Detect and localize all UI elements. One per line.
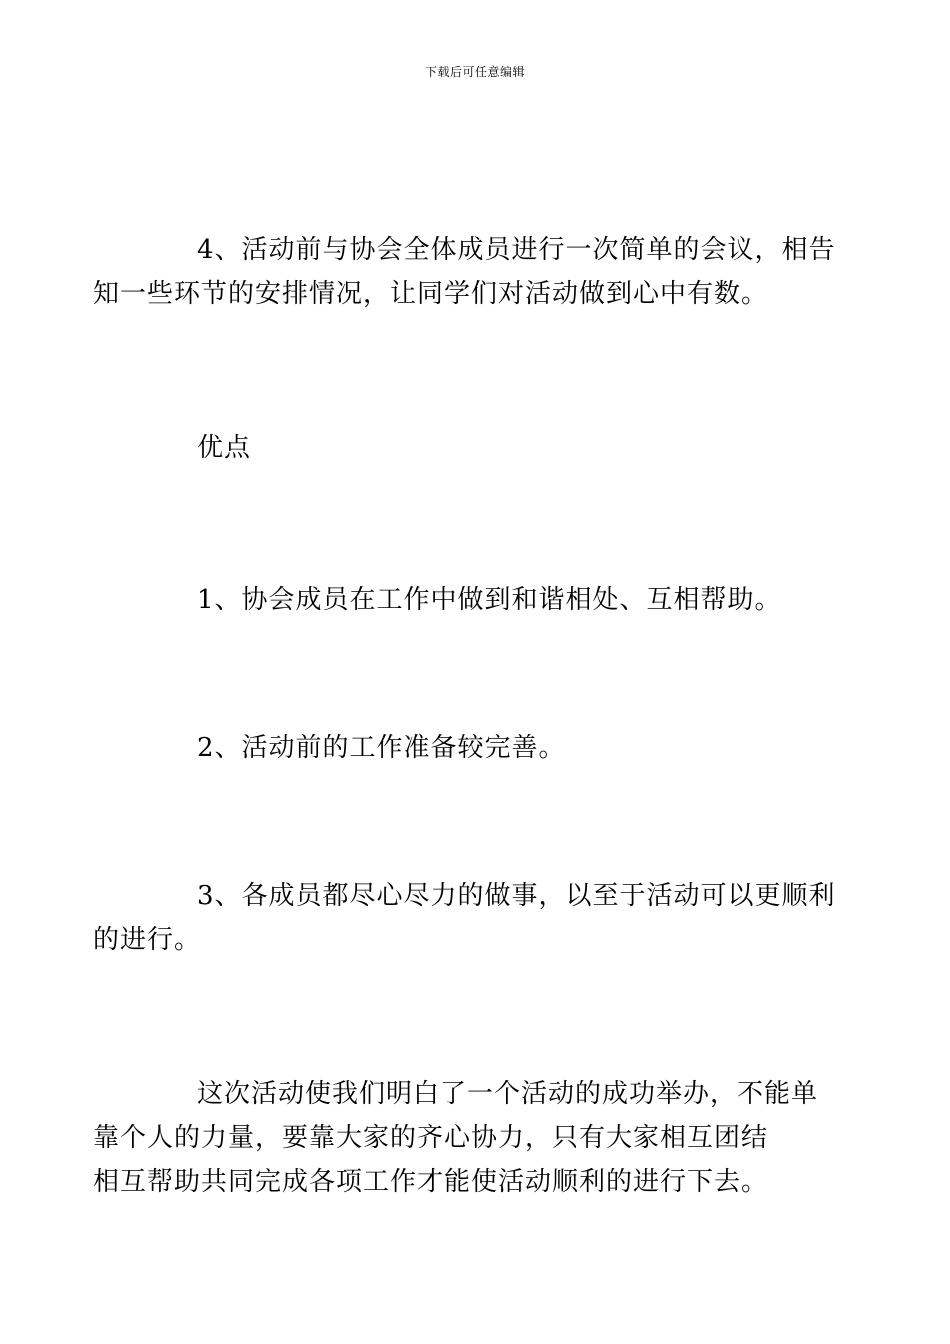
paragraph-line: 靠个人的力量，要靠大家的齐心协力，只有大家相互团结 xyxy=(93,1123,769,1153)
paragraph-line: 相互帮助共同完成各项工作才能使活动顺利的进行下去。 xyxy=(93,1167,769,1197)
paragraph-line: 的进行。 xyxy=(93,925,202,955)
paragraph-preparation-meeting xyxy=(93,228,836,316)
paragraph-line: 3、各成员都尽心尽力的做事，以至于活动可以更顺利 xyxy=(197,881,836,911)
paragraph-line: 这次活动使我们明白了一个活动的成功举办，不能单 xyxy=(197,1079,819,1109)
paragraph-line: 1、协会成员在工作中做到和谐相处、互相帮助。 xyxy=(197,585,782,615)
paragraph-line: 知一些环节的安排情况，让同学们对活动做到心中有数。 xyxy=(93,279,769,309)
paragraph-conclusion xyxy=(93,1072,819,1204)
paragraph-point-1 xyxy=(145,578,811,622)
page-header: 下载后可任意编辑 xyxy=(424,65,525,79)
section-heading-advantages xyxy=(145,426,811,470)
paragraph-line: 4、活动前与协会全体成员进行一次简单的会议，相告 xyxy=(197,235,836,265)
paragraph-line: 2、活动前的工作准备较完善。 xyxy=(197,733,566,763)
heading-text: 优点 xyxy=(197,433,252,463)
paragraph-point-2 xyxy=(145,726,811,770)
paragraph-point-3 xyxy=(93,874,836,962)
